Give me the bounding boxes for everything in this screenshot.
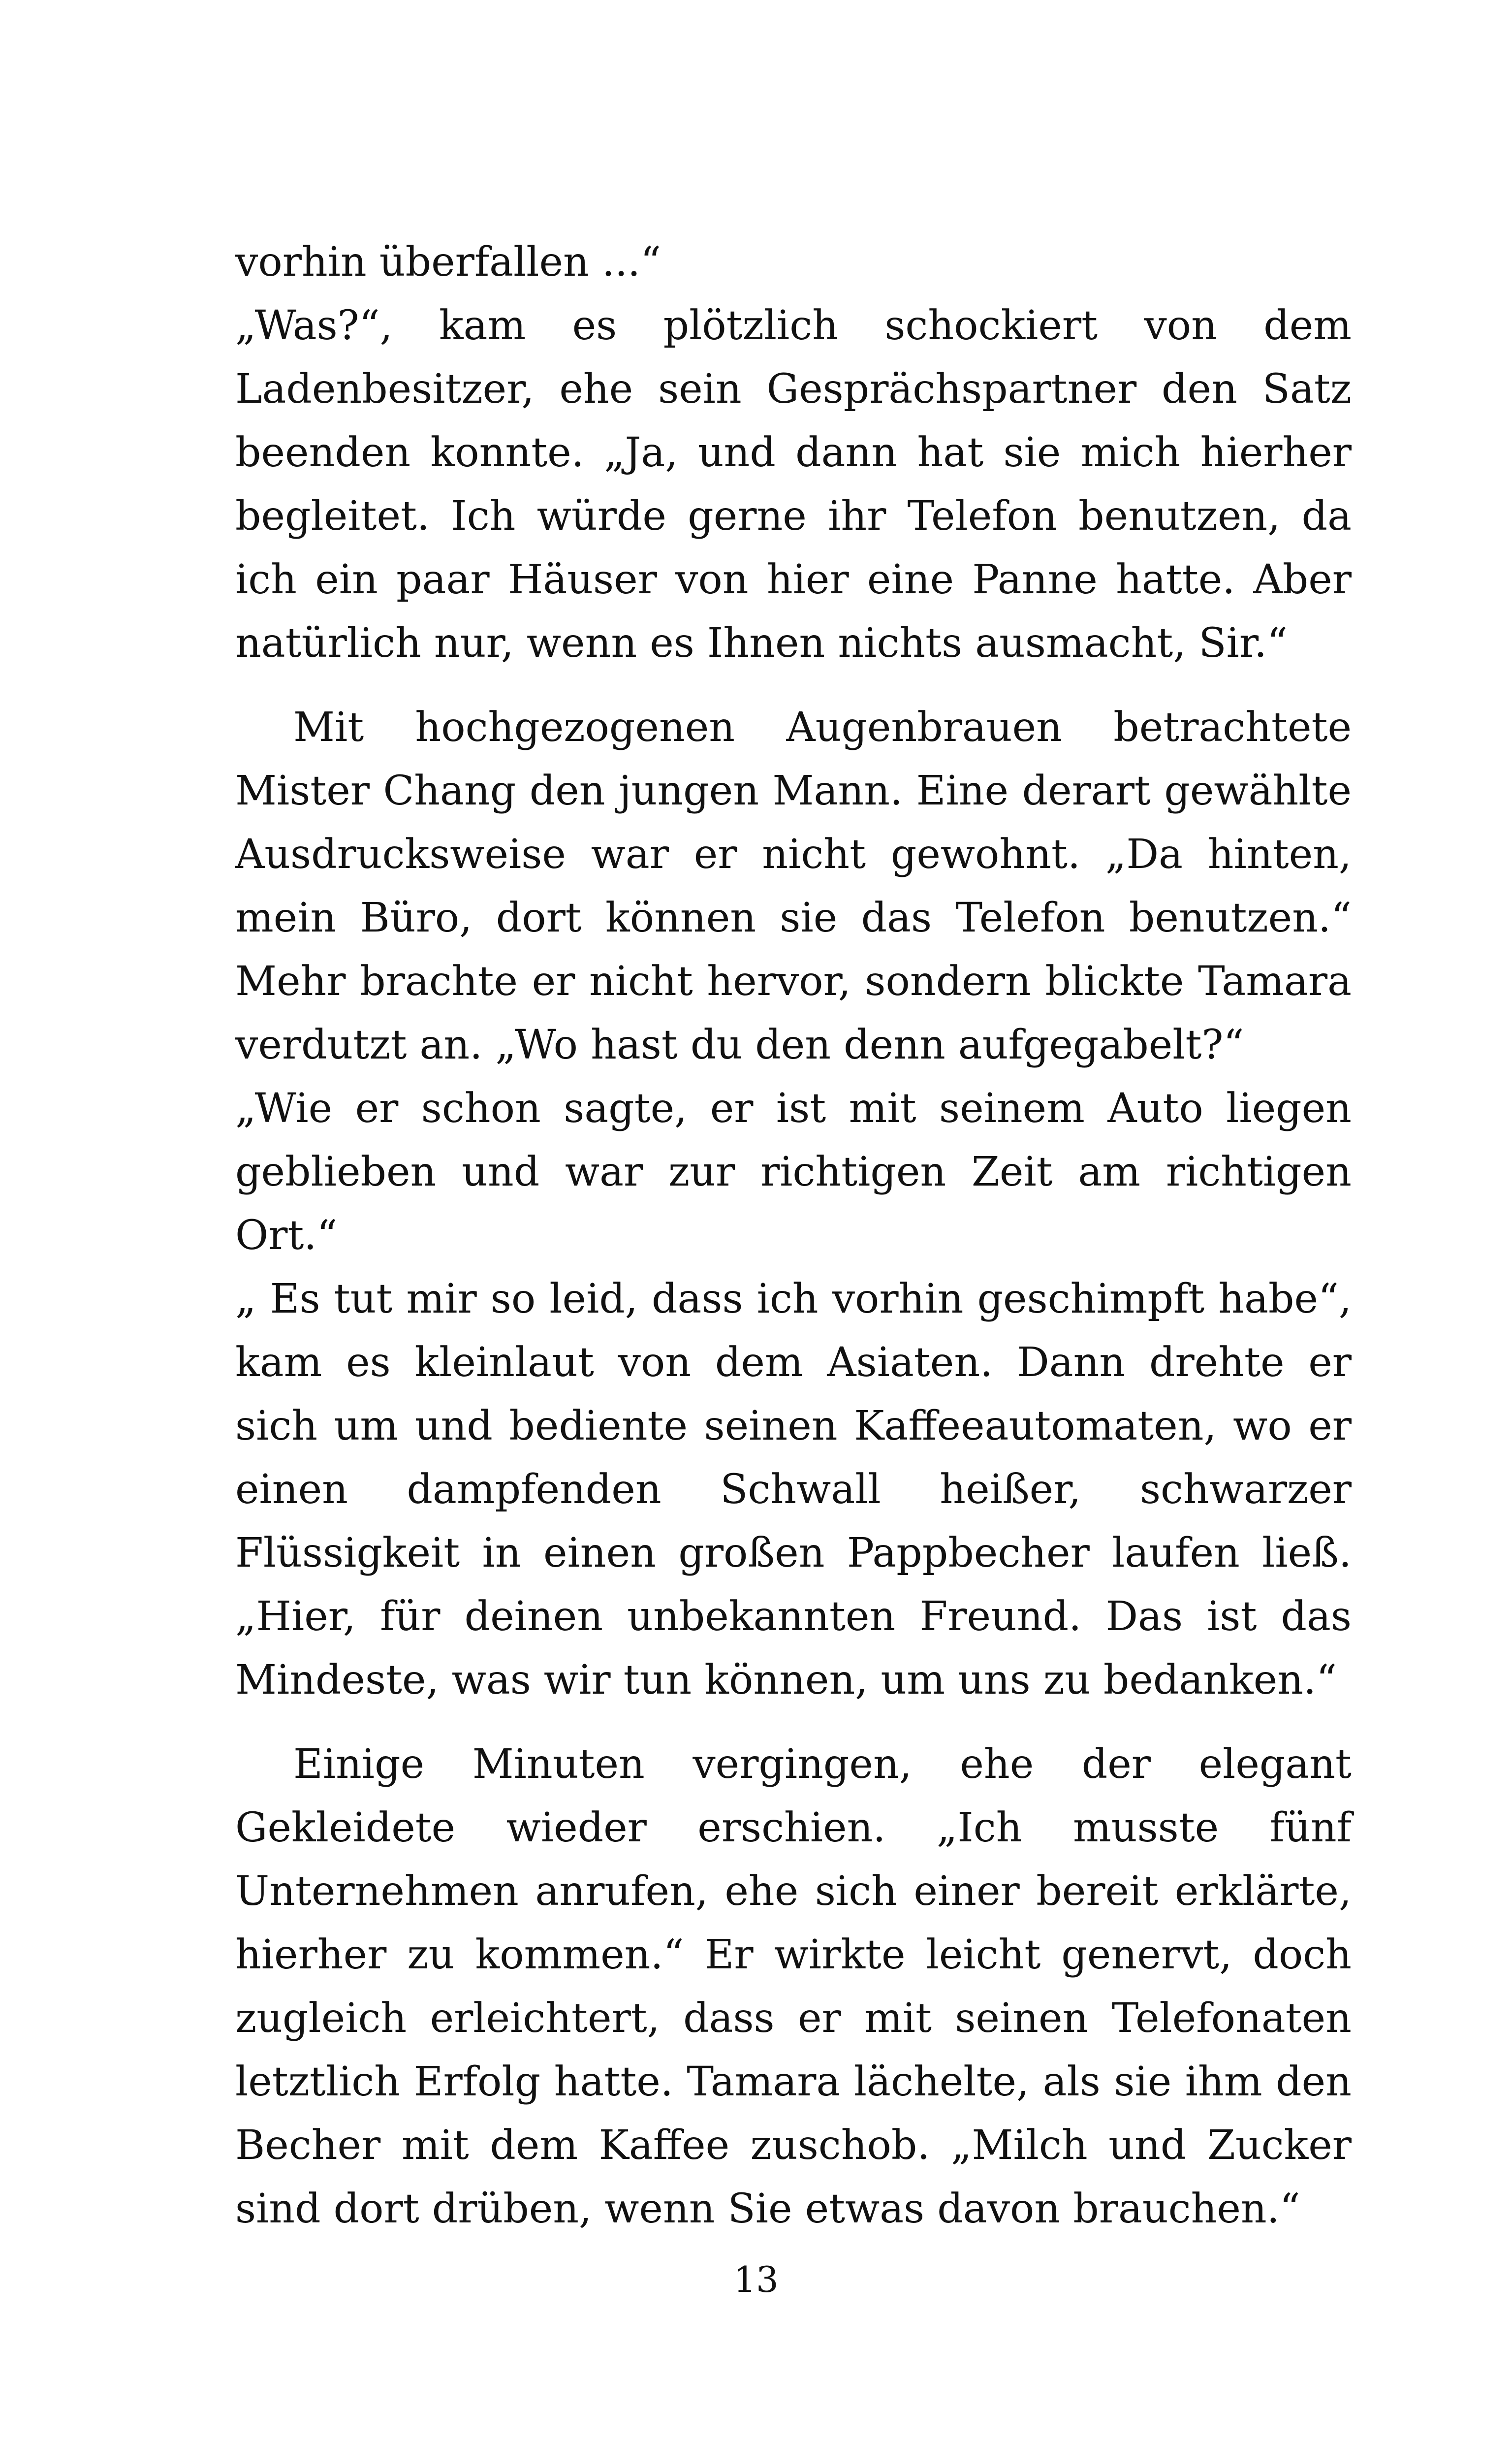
paragraph: „Was?“, kam es plötzlich schockiert von dem Ladenbesitzer, ehe sein Gesprächspartner den Satz beenden konnte. „Ja, und dann hat sie mich hierher begleitet. Ich würde gerne ihr Telefon benutzen, da ich ein paar Häuser von hier eine Panne hatte. Aber natürlich nur, wenn es Ihnen nichts ausmacht, Sir.“ bbox=[235, 302, 1352, 667]
paragraph: „Wie er schon sagte, er ist mit seinem Auto liegen geblieben und war zur richtigen Zeit am richtigen Ort.“ bbox=[235, 1085, 1352, 1259]
page-number: 13 bbox=[733, 2259, 779, 2300]
paragraph: Mit hochgezogenen Augenbrauen betrachtete Mister Chang den jungen Mann. Eine derart gewählte Ausdrucksweise war er nicht gewohnt. „Da hinten, mein Büro, dort können sie das Telefon benutzen.“ Mehr brachte er nicht hervor, sondern blickte Tamara verdutzt an. „Wo hast du den denn aufgegabelt?“ bbox=[235, 704, 1352, 1068]
paragraph: Einige Minuten vergingen, ehe der elegant Gekleidete wieder erschien. „Ich musste fünf Unternehmen anrufen, ehe sich einer bereit erklärte, hierher zu kommen.“ Er wirkte leicht genervt, doch zugleich erleichtert, dass er mit seinen Telefonaten letztlich Erfolg hatte. Tamara lächelte, als sie ihm den Becher mit dem Kaffee zuschob. „Milch und Zucker sind dort drüben, wenn Sie etwas davon brauchen.“ bbox=[235, 1741, 1352, 2232]
paragraph: vorhin überfallen ...“ bbox=[235, 239, 662, 286]
paragraph: „ Es tut mir so leid, dass ich vorhin geschimpft habe“, kam es kleinlaut von dem Asiaten. Dann drehte er sich um und bediente seinen Kaffeeautomaten, wo er einen dampfenden Schwall heißer, schwarzer Flüssigkeit in einen großen Pappbecher laufen ließ. „Hier, für deinen unbekannten Freund. Das ist das Mindeste, was wir tun können, um uns zu bedanken.“ bbox=[235, 1276, 1352, 1704]
body-text bbox=[235, 230, 1352, 2241]
